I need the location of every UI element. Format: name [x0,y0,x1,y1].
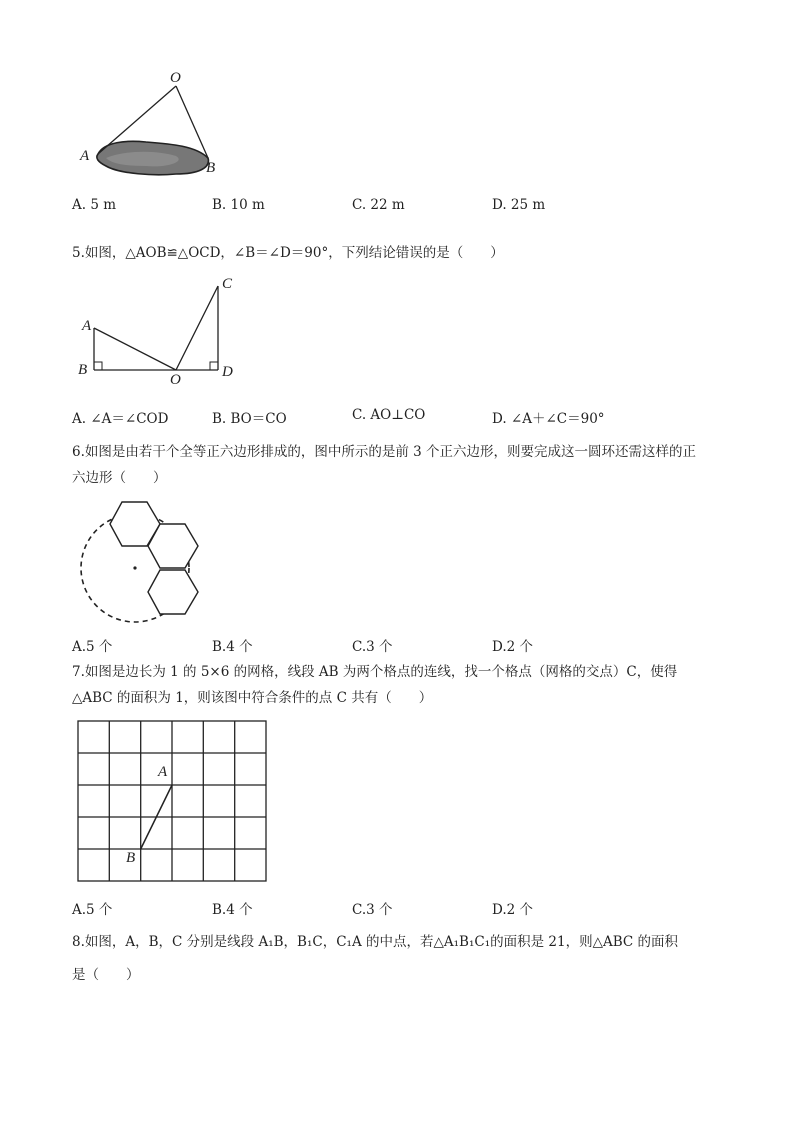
hexagon-3 [148,570,198,614]
label-a: A [158,764,168,780]
q5-option-d[interactable]: D. ∠A＋∠C＝90° [492,411,605,427]
q7-option-b[interactable]: B.4 个 [212,902,253,918]
q4-option-c[interactable]: C. 22 m [352,197,405,213]
q5-option-c[interactable]: C. AO⊥CO [352,407,426,423]
q6-stem-line1: 6.如图是由若干个全等正六边形排成的，图中所示的是前 3 个正六边形，则要完成这一圆环还需这样的正 [72,444,697,460]
q8-stem-line1: 8.如图，A，B，C 分别是线段 A₁B，B₁C，C₁A 的中点，若△A₁B₁C₁的面积是 21，则△ABC 的面积 [72,934,678,950]
label-b: B [126,850,136,866]
q7-stem-line1: 7.如图是边长为 1 的 5×6 的网格，线段 AB 为两个格点的连线，找一个格点（网格的交点）C，使得 [72,664,678,680]
label-o: O [170,70,181,86]
label-a: A [80,148,90,164]
label-d: D [222,364,233,380]
label-c: C [222,276,233,292]
q7-stem-line2: △ABC 的面积为 1，则该图中符合条件的点 C 共有（ ） [72,690,433,706]
q6-option-c[interactable]: C.3 个 [352,639,393,655]
label-o: O [170,372,181,388]
q5-stem: 5.如图，△AOB≌△OCD，∠B＝∠D＝90°，下列结论错误的是（ ） [72,245,504,261]
q6-stem-line2: 六边形（ ） [72,470,167,486]
q7-option-a[interactable]: A.5 个 [72,902,113,918]
q7-option-d[interactable]: D.2 个 [492,902,534,918]
q5-option-b[interactable]: B. BO＝CO [212,411,287,427]
q4-option-a[interactable]: A. 5 m [72,197,117,213]
grid-lines [78,721,266,881]
q4-figure [76,66,226,181]
q4-option-d[interactable]: D. 25 m [492,197,546,213]
q7-option-c[interactable]: C.3 个 [352,902,393,918]
label-b: B [78,362,88,378]
q6-option-a[interactable]: A.5 个 [72,639,113,655]
q6-option-b[interactable]: B.4 个 [212,639,253,655]
q8-stem-line2: 是（ ） [72,967,140,983]
q6-option-d[interactable]: D.2 个 [492,639,534,655]
q5-option-a[interactable]: A. ∠A＝∠COD [72,411,169,427]
q5-figure [76,276,246,388]
q4-option-b[interactable]: B. 10 m [212,197,265,213]
label-b: B [206,160,216,176]
label-a: A [82,318,92,334]
q7-grid-figure [76,718,272,886]
q6-figure [76,496,216,626]
